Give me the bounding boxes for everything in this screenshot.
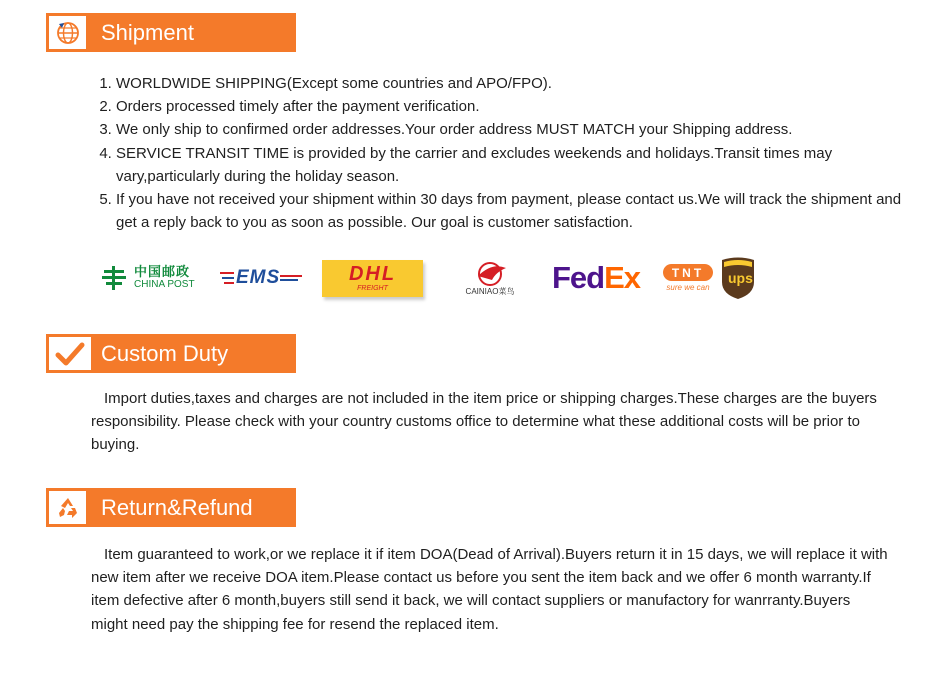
- china-post-logo: [100, 253, 205, 303]
- globe-icon: [55, 20, 81, 46]
- return-refund-icon-box: [49, 491, 86, 524]
- ems-text: EMS: [236, 267, 281, 288]
- return-refund-title: Return&Refund: [101, 494, 253, 520]
- return-refund-body: Item guaranteed to work,or we replace it if item DOA(Dead of Arrival).Buyers return it in 15 days, we will replace it with new item after we receive DOA item.Please contact us before you sent the item back and we offer 6 month warranty.If item defective after 6 month,buyers still send it back, we will contact suppliers or manufactory for wanrranty.Buyers might need pay the shipping fee for resend the replaced item.: [91, 546, 888, 633]
- custom-duty-title: Custom Duty: [101, 340, 229, 366]
- china-post-emblem-icon: [100, 264, 130, 292]
- tnt-tagline: sure we can: [666, 283, 710, 292]
- tnt-logo: [660, 253, 716, 303]
- list-item: 4. SERVICE TRANSIT TIME is provided by the carrier and excludes weekends and holidays.Transit times may vary,particularly during the holiday season.: [116, 142, 906, 188]
- china-post-cn: 中国邮政: [134, 264, 191, 279]
- fedex-logo: [552, 253, 662, 303]
- ups-text: ups: [728, 270, 753, 286]
- checkmark-icon: [55, 342, 85, 366]
- return-refund-header: [46, 488, 296, 527]
- recycle-icon: [55, 495, 81, 521]
- fedex-ex-text: Ex: [604, 260, 641, 295]
- ems-logo: [218, 253, 310, 303]
- dhl-text: DHL: [348, 262, 397, 285]
- ems-stripes-icon: [218, 268, 236, 288]
- ems-underline-icon: [280, 272, 302, 284]
- custom-duty-text: [91, 387, 891, 457]
- dhl-logo: [322, 253, 426, 303]
- return-refund-text: [91, 543, 891, 636]
- cainiao-cn: 菜鸟: [498, 286, 515, 296]
- custom-duty-body: Import duties,taxes and charges are not included in the item price or shipping charges.These charges are the buyers responsibility. Please check with your country customs office to determine what these additional costs will be prior to buying.: [91, 390, 877, 454]
- fedex-fed-text: Fed: [552, 260, 605, 295]
- dhl-sub-text: FREIGHT: [357, 284, 388, 292]
- shipment-list: [98, 72, 906, 234]
- cainiao-bird-icon: [470, 260, 510, 286]
- shipment-header: [46, 13, 296, 52]
- cainiao-text: CAINIAO: [465, 286, 499, 296]
- custom-duty-icon-box: [49, 337, 91, 370]
- list-item: 3. We only ship to confirmed order addresses.Your order address MUST MATCH your Shipping address.: [116, 118, 906, 141]
- shipment-icon-box: [49, 16, 86, 49]
- list-item: 2. Orders processed timely after the payment verification.: [116, 95, 906, 118]
- list-item: 5. If you have not received your shipment within 30 days from payment, please contact us.We will track the shipment and get a reply back to you as soon as possible. Our goal is customer satisfaction.: [116, 188, 906, 234]
- china-post-en: CHINA POST: [134, 279, 195, 290]
- carrier-logos: [100, 253, 770, 303]
- custom-duty-header: [46, 334, 296, 373]
- ups-logo: [720, 253, 760, 303]
- list-item: 1. WORLDWIDE SHIPPING(Except some countries and APO/FPO).: [116, 72, 906, 95]
- shipment-title: Shipment: [101, 19, 194, 45]
- tnt-text: TNT: [663, 264, 713, 281]
- cainiao-logo: [455, 253, 525, 303]
